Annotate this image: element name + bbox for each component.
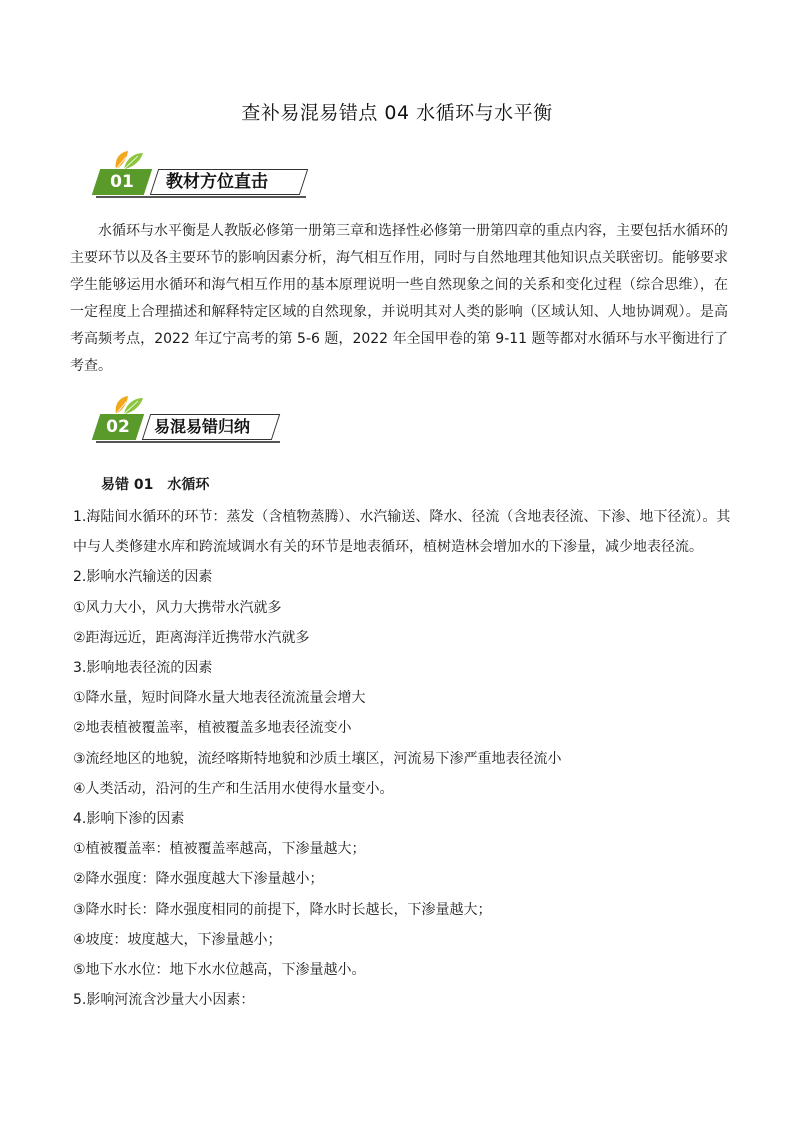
- text-line: 3.影响地表径流的因素: [73, 660, 213, 677]
- section-number: 02: [106, 417, 130, 437]
- leaf-icon: [110, 149, 144, 171]
- text-line: ②地表植被覆盖率，植被覆盖多地表径流变小: [73, 720, 352, 737]
- text-line: 5.影响河流含沙量大小因素：: [73, 992, 255, 1009]
- text-line: ②距海远近，距离海洋近携带水汽就多: [73, 629, 310, 646]
- text-line: ④人类活动，沿河的生产和生活用水使得水量变小。: [73, 780, 394, 797]
- text-line: 2.影响水汽输送的因素: [73, 569, 213, 586]
- text-line: ③降水时长：降水强度相同的前提下，降水时长越长，下渗量越大；: [73, 901, 492, 918]
- subsection-title: 水循环: [167, 477, 210, 493]
- text-line: ⑤地下水水位：地下水水位越高，下渗量越小。: [73, 962, 366, 979]
- section-header-1: [96, 165, 316, 195]
- text-line: 4.影响下渗的因素: [73, 811, 185, 828]
- section-label: 易混易错归纳: [154, 417, 251, 436]
- text-line: ①风力大小，风力大携带水汽就多: [73, 599, 282, 616]
- section-underline: [96, 196, 306, 198]
- text-line: ③流经地区的地貌，流经喀斯特地貌和沙质土壤区，河流易下渗严重地表径流小: [73, 750, 562, 767]
- section-underline: [96, 441, 280, 443]
- section-label: 教材方位直击: [166, 172, 268, 192]
- text-line: 中与人类修建水库和跨流域调水有关的环节是地表循环，植树造林会增加水的下渗量，减少地表径流。: [73, 539, 703, 556]
- section-number: 01: [110, 172, 134, 192]
- text-line: ②降水强度：降水强度越大下渗量越小；: [73, 871, 324, 888]
- content-lines: [73, 502, 733, 1015]
- leaf-icon: [110, 394, 144, 416]
- text-line: 1.海陆间水循环的环节：蒸发（含植物蒸腾）、水汽输送、降水、径流（含地表径流、下渗、地下径流）。其: [73, 509, 731, 525]
- text-line: ①植被覆盖率：植被覆盖率越高，下渗量越大；: [73, 841, 366, 858]
- intro-paragraph: 水循环与水平衡是人教版必修第一册第三章和选择性必修第一册第四章的重点内容，主要包括水循环的主要环节以及各主要环节的影响因素分析，海气相互作用，同时与自然地理其他知识点关联密切。能够要求学生能够运用水循环和海气相互作用的基本原理说明一些自然现象之间的关系和变化过程（综合思维），在一定程度上合理描述和解释特定区域的自然现象，并说明其对人类的影响（区域认知、人地协调观）。是高考高频考点，2022 年辽宁高考的第 5-6 题，2022 年全国甲卷的第 9-11 题等都对水循环与水平衡进行了考查。: [70, 223, 728, 374]
- text-line: ①降水量，短时间降水量大地表径流流量会增大: [73, 690, 366, 707]
- document-title: 查补易混易错点 04 水循环与水平衡: [241, 102, 553, 124]
- text-line: ④坡度：坡度越大，下渗量越小；: [73, 931, 282, 948]
- subsection-heading: [101, 474, 209, 494]
- subsection-number: 易错 01: [101, 477, 154, 493]
- section-header-2: [96, 410, 286, 440]
